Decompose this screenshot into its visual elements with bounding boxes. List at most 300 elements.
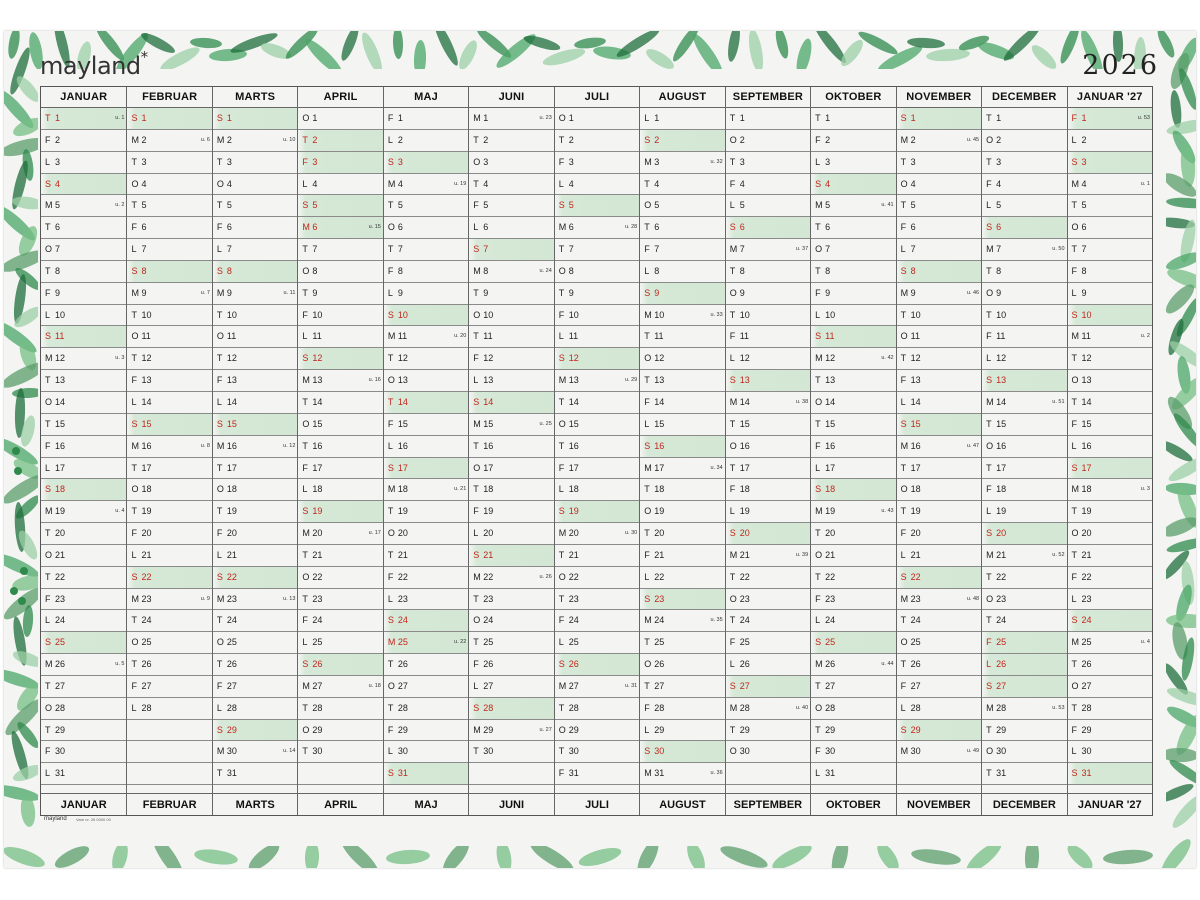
- day-cell[interactable]: [640, 458, 724, 480]
- day-cell[interactable]: [384, 720, 468, 742]
- day-cell[interactable]: [555, 174, 639, 196]
- day-cell[interactable]: [897, 589, 981, 611]
- day-cell[interactable]: [1068, 610, 1152, 632]
- day-cell[interactable]: [982, 589, 1066, 611]
- day-cell[interactable]: [127, 195, 211, 217]
- day-cell[interactable]: [127, 108, 211, 130]
- day-cell[interactable]: [726, 523, 810, 545]
- day-cell[interactable]: [726, 195, 810, 217]
- day-cell[interactable]: [726, 130, 810, 152]
- day-cell[interactable]: [41, 501, 126, 523]
- day-cell[interactable]: [982, 632, 1066, 654]
- day-cell[interactable]: [726, 217, 810, 239]
- day-cell[interactable]: [982, 676, 1066, 698]
- day-cell[interactable]: [982, 523, 1066, 545]
- day-cell[interactable]: [469, 108, 553, 130]
- day-cell[interactable]: [213, 283, 297, 305]
- day-cell[interactable]: [213, 130, 297, 152]
- day-cell[interactable]: [811, 698, 895, 720]
- day-cell[interactable]: [127, 370, 211, 392]
- day-cell[interactable]: [41, 479, 126, 501]
- day-cell[interactable]: [298, 610, 382, 632]
- day-cell[interactable]: [384, 763, 468, 785]
- day-cell[interactable]: [726, 632, 810, 654]
- day-cell[interactable]: [640, 720, 724, 742]
- day-cell[interactable]: [555, 195, 639, 217]
- day-cell[interactable]: [640, 392, 724, 414]
- day-cell[interactable]: [213, 763, 297, 785]
- day-cell[interactable]: [555, 741, 639, 763]
- day-cell[interactable]: [897, 458, 981, 480]
- day-cell[interactable]: [469, 567, 553, 589]
- day-cell[interactable]: [897, 108, 981, 130]
- day-cell[interactable]: [1068, 436, 1152, 458]
- day-cell[interactable]: [1068, 567, 1152, 589]
- day-cell[interactable]: [469, 348, 553, 370]
- day-cell[interactable]: [897, 501, 981, 523]
- day-cell[interactable]: [298, 261, 382, 283]
- day-cell[interactable]: [298, 698, 382, 720]
- day-cell[interactable]: [555, 217, 639, 239]
- day-cell[interactable]: [469, 392, 553, 414]
- day-cell[interactable]: [384, 458, 468, 480]
- day-cell[interactable]: [213, 632, 297, 654]
- day-cell[interactable]: [384, 174, 468, 196]
- day-cell[interactable]: [982, 436, 1066, 458]
- day-cell[interactable]: [555, 392, 639, 414]
- day-cell[interactable]: [982, 392, 1066, 414]
- day-cell[interactable]: [127, 283, 211, 305]
- day-cell[interactable]: [1068, 261, 1152, 283]
- day-cell[interactable]: [726, 545, 810, 567]
- day-cell[interactable]: [1068, 676, 1152, 698]
- day-cell[interactable]: [811, 392, 895, 414]
- day-cell[interactable]: [1068, 348, 1152, 370]
- day-cell[interactable]: [298, 676, 382, 698]
- day-cell[interactable]: [897, 436, 981, 458]
- day-cell[interactable]: [897, 610, 981, 632]
- day-cell[interactable]: [982, 567, 1066, 589]
- day-cell[interactable]: [213, 741, 297, 763]
- day-cell[interactable]: [726, 741, 810, 763]
- day-cell[interactable]: [726, 392, 810, 414]
- day-cell[interactable]: [1068, 589, 1152, 611]
- day-cell[interactable]: [555, 152, 639, 174]
- day-cell[interactable]: [555, 720, 639, 742]
- day-cell[interactable]: [726, 152, 810, 174]
- day-cell[interactable]: [640, 632, 724, 654]
- day-cell[interactable]: [384, 501, 468, 523]
- day-cell[interactable]: [298, 479, 382, 501]
- day-cell[interactable]: [41, 698, 126, 720]
- day-cell[interactable]: [127, 501, 211, 523]
- day-cell[interactable]: [298, 458, 382, 480]
- day-cell[interactable]: [897, 174, 981, 196]
- day-cell[interactable]: [555, 523, 639, 545]
- day-cell[interactable]: [41, 392, 126, 414]
- day-cell[interactable]: [897, 654, 981, 676]
- day-cell[interactable]: [298, 545, 382, 567]
- day-cell[interactable]: [384, 479, 468, 501]
- day-cell[interactable]: [469, 589, 553, 611]
- day-cell[interactable]: [127, 152, 211, 174]
- day-cell[interactable]: [384, 392, 468, 414]
- day-cell[interactable]: [298, 523, 382, 545]
- day-cell[interactable]: [41, 370, 126, 392]
- day-cell[interactable]: [1068, 458, 1152, 480]
- day-cell[interactable]: [127, 174, 211, 196]
- day-cell[interactable]: [897, 348, 981, 370]
- day-cell[interactable]: [384, 654, 468, 676]
- day-cell[interactable]: [213, 436, 297, 458]
- day-cell[interactable]: [897, 130, 981, 152]
- day-cell[interactable]: [897, 283, 981, 305]
- day-cell[interactable]: [811, 261, 895, 283]
- day-cell[interactable]: [469, 152, 553, 174]
- day-cell[interactable]: [555, 436, 639, 458]
- day-cell[interactable]: [640, 305, 724, 327]
- day-cell[interactable]: [1068, 305, 1152, 327]
- day-cell[interactable]: [640, 261, 724, 283]
- day-cell[interactable]: [384, 370, 468, 392]
- day-cell[interactable]: [384, 523, 468, 545]
- day-cell[interactable]: [726, 370, 810, 392]
- day-cell[interactable]: [811, 414, 895, 436]
- day-cell[interactable]: [640, 195, 724, 217]
- day-cell[interactable]: [555, 261, 639, 283]
- day-cell[interactable]: [41, 152, 126, 174]
- day-cell[interactable]: [213, 567, 297, 589]
- day-cell[interactable]: [1068, 392, 1152, 414]
- day-cell[interactable]: [469, 698, 553, 720]
- day-cell[interactable]: [213, 195, 297, 217]
- day-cell[interactable]: [555, 326, 639, 348]
- day-cell[interactable]: [127, 436, 211, 458]
- day-cell[interactable]: [726, 348, 810, 370]
- day-cell[interactable]: [1068, 152, 1152, 174]
- day-cell[interactable]: [1068, 523, 1152, 545]
- day-cell[interactable]: [897, 567, 981, 589]
- day-cell[interactable]: [127, 567, 211, 589]
- day-cell[interactable]: [298, 654, 382, 676]
- day-cell[interactable]: [1068, 698, 1152, 720]
- day-cell[interactable]: [1068, 370, 1152, 392]
- day-cell[interactable]: [1068, 720, 1152, 742]
- day-cell[interactable]: [811, 589, 895, 611]
- day-cell[interactable]: [384, 414, 468, 436]
- day-cell[interactable]: [982, 239, 1066, 261]
- day-cell[interactable]: [555, 698, 639, 720]
- day-cell[interactable]: [555, 763, 639, 785]
- day-cell[interactable]: [384, 348, 468, 370]
- day-cell[interactable]: [41, 632, 126, 654]
- day-cell[interactable]: [640, 108, 724, 130]
- day-cell[interactable]: [555, 545, 639, 567]
- day-cell[interactable]: [41, 130, 126, 152]
- day-cell[interactable]: [897, 305, 981, 327]
- day-cell[interactable]: [469, 676, 553, 698]
- day-cell[interactable]: [41, 239, 126, 261]
- day-cell[interactable]: [555, 676, 639, 698]
- day-cell[interactable]: [811, 174, 895, 196]
- day-cell[interactable]: [726, 589, 810, 611]
- day-cell[interactable]: [469, 174, 553, 196]
- day-cell[interactable]: [213, 108, 297, 130]
- day-cell[interactable]: [1068, 326, 1152, 348]
- day-cell[interactable]: [298, 392, 382, 414]
- day-cell[interactable]: [384, 283, 468, 305]
- day-cell[interactable]: [127, 654, 211, 676]
- day-cell[interactable]: [41, 348, 126, 370]
- day-cell[interactable]: [982, 305, 1066, 327]
- day-cell[interactable]: [897, 523, 981, 545]
- day-cell[interactable]: [127, 392, 211, 414]
- day-cell[interactable]: [298, 741, 382, 763]
- day-cell[interactable]: [640, 501, 724, 523]
- day-cell[interactable]: [1068, 239, 1152, 261]
- day-cell[interactable]: [298, 632, 382, 654]
- day-cell[interactable]: [982, 261, 1066, 283]
- day-cell[interactable]: [640, 589, 724, 611]
- day-cell[interactable]: [127, 217, 211, 239]
- day-cell[interactable]: [298, 348, 382, 370]
- day-cell[interactable]: [384, 567, 468, 589]
- day-cell[interactable]: [811, 239, 895, 261]
- day-cell[interactable]: [555, 239, 639, 261]
- day-cell[interactable]: [640, 217, 724, 239]
- day-cell[interactable]: [127, 305, 211, 327]
- day-cell[interactable]: [1068, 501, 1152, 523]
- day-cell[interactable]: [811, 501, 895, 523]
- day-cell[interactable]: [726, 654, 810, 676]
- day-cell[interactable]: [555, 108, 639, 130]
- day-cell[interactable]: [811, 479, 895, 501]
- day-cell[interactable]: [469, 741, 553, 763]
- day-cell[interactable]: [469, 458, 553, 480]
- day-cell[interactable]: [213, 239, 297, 261]
- day-cell[interactable]: [469, 217, 553, 239]
- day-cell[interactable]: [384, 195, 468, 217]
- day-cell[interactable]: [726, 567, 810, 589]
- day-cell[interactable]: [982, 348, 1066, 370]
- day-cell[interactable]: [811, 676, 895, 698]
- day-cell[interactable]: [897, 414, 981, 436]
- day-cell[interactable]: [41, 458, 126, 480]
- day-cell[interactable]: [726, 720, 810, 742]
- day-cell[interactable]: [555, 479, 639, 501]
- day-cell[interactable]: [811, 654, 895, 676]
- day-cell[interactable]: [726, 698, 810, 720]
- day-cell[interactable]: [298, 174, 382, 196]
- day-cell[interactable]: [41, 720, 126, 742]
- day-cell[interactable]: [811, 741, 895, 763]
- day-cell[interactable]: [1068, 654, 1152, 676]
- day-cell[interactable]: [811, 370, 895, 392]
- day-cell[interactable]: [41, 305, 126, 327]
- day-cell[interactable]: [811, 436, 895, 458]
- day-cell[interactable]: [897, 545, 981, 567]
- day-cell[interactable]: [640, 567, 724, 589]
- day-cell[interactable]: [726, 501, 810, 523]
- day-cell[interactable]: [127, 479, 211, 501]
- day-cell[interactable]: [298, 414, 382, 436]
- day-cell[interactable]: [298, 501, 382, 523]
- day-cell[interactable]: [555, 305, 639, 327]
- day-cell[interactable]: [555, 610, 639, 632]
- day-cell[interactable]: [127, 523, 211, 545]
- day-cell[interactable]: [640, 698, 724, 720]
- day-cell[interactable]: [726, 174, 810, 196]
- day-cell[interactable]: [982, 152, 1066, 174]
- day-cell[interactable]: [41, 174, 126, 196]
- day-cell[interactable]: [640, 174, 724, 196]
- day-cell[interactable]: [726, 610, 810, 632]
- day-cell[interactable]: [640, 152, 724, 174]
- day-cell[interactable]: [213, 261, 297, 283]
- day-cell[interactable]: [726, 676, 810, 698]
- day-cell[interactable]: [469, 610, 553, 632]
- day-cell[interactable]: [298, 567, 382, 589]
- day-cell[interactable]: [640, 741, 724, 763]
- day-cell[interactable]: [41, 741, 126, 763]
- day-cell[interactable]: [298, 239, 382, 261]
- day-cell[interactable]: [469, 261, 553, 283]
- day-cell[interactable]: [127, 610, 211, 632]
- day-cell[interactable]: [213, 326, 297, 348]
- day-cell[interactable]: [811, 567, 895, 589]
- day-cell[interactable]: [640, 348, 724, 370]
- day-cell[interactable]: [897, 632, 981, 654]
- day-cell[interactable]: [384, 698, 468, 720]
- day-cell[interactable]: [897, 479, 981, 501]
- day-cell[interactable]: [213, 370, 297, 392]
- day-cell[interactable]: [897, 261, 981, 283]
- day-cell[interactable]: [298, 305, 382, 327]
- day-cell[interactable]: [384, 676, 468, 698]
- day-cell[interactable]: [41, 654, 126, 676]
- day-cell[interactable]: [555, 370, 639, 392]
- day-cell[interactable]: [726, 414, 810, 436]
- day-cell[interactable]: [384, 741, 468, 763]
- day-cell[interactable]: [897, 392, 981, 414]
- day-cell[interactable]: [897, 720, 981, 742]
- day-cell[interactable]: [469, 283, 553, 305]
- day-cell[interactable]: [811, 108, 895, 130]
- day-cell[interactable]: [982, 217, 1066, 239]
- day-cell[interactable]: [811, 130, 895, 152]
- day-cell[interactable]: [127, 261, 211, 283]
- day-cell[interactable]: [41, 283, 126, 305]
- day-cell[interactable]: [41, 261, 126, 283]
- day-cell[interactable]: [298, 217, 382, 239]
- day-cell[interactable]: [469, 523, 553, 545]
- day-cell[interactable]: [982, 108, 1066, 130]
- day-cell[interactable]: [640, 763, 724, 785]
- day-cell[interactable]: [1068, 632, 1152, 654]
- day-cell[interactable]: [384, 436, 468, 458]
- day-cell[interactable]: [982, 654, 1066, 676]
- day-cell[interactable]: [811, 152, 895, 174]
- day-cell[interactable]: [897, 152, 981, 174]
- day-cell[interactable]: [1068, 130, 1152, 152]
- day-cell[interactable]: [982, 283, 1066, 305]
- day-cell[interactable]: [41, 326, 126, 348]
- day-cell[interactable]: [1068, 283, 1152, 305]
- day-cell[interactable]: [41, 676, 126, 698]
- day-cell[interactable]: [640, 130, 724, 152]
- day-cell[interactable]: [213, 610, 297, 632]
- day-cell[interactable]: [982, 610, 1066, 632]
- day-cell[interactable]: [982, 458, 1066, 480]
- day-cell[interactable]: [640, 326, 724, 348]
- day-cell[interactable]: [1068, 414, 1152, 436]
- day-cell[interactable]: [41, 217, 126, 239]
- day-cell[interactable]: [897, 676, 981, 698]
- day-cell[interactable]: [469, 632, 553, 654]
- day-cell[interactable]: [640, 370, 724, 392]
- day-cell[interactable]: [640, 239, 724, 261]
- day-cell[interactable]: [298, 108, 382, 130]
- day-cell[interactable]: [555, 348, 639, 370]
- day-cell[interactable]: [555, 130, 639, 152]
- day-cell[interactable]: [469, 195, 553, 217]
- day-cell[interactable]: [384, 632, 468, 654]
- day-cell[interactable]: [127, 414, 211, 436]
- day-cell[interactable]: [640, 414, 724, 436]
- day-cell[interactable]: [1068, 195, 1152, 217]
- day-cell[interactable]: [469, 305, 553, 327]
- day-cell[interactable]: [41, 108, 126, 130]
- day-cell[interactable]: [41, 567, 126, 589]
- day-cell[interactable]: [213, 501, 297, 523]
- day-cell[interactable]: [811, 195, 895, 217]
- day-cell[interactable]: [469, 545, 553, 567]
- day-cell[interactable]: [469, 130, 553, 152]
- day-cell[interactable]: [41, 610, 126, 632]
- day-cell[interactable]: [213, 305, 297, 327]
- day-cell[interactable]: [41, 195, 126, 217]
- day-cell[interactable]: [897, 195, 981, 217]
- day-cell[interactable]: [213, 545, 297, 567]
- day-cell[interactable]: [41, 436, 126, 458]
- day-cell[interactable]: [897, 698, 981, 720]
- day-cell[interactable]: [41, 523, 126, 545]
- day-cell[interactable]: [213, 720, 297, 742]
- day-cell[interactable]: [640, 676, 724, 698]
- day-cell[interactable]: [127, 698, 211, 720]
- day-cell[interactable]: [811, 283, 895, 305]
- day-cell[interactable]: [982, 698, 1066, 720]
- day-cell[interactable]: [469, 479, 553, 501]
- day-cell[interactable]: [469, 370, 553, 392]
- day-cell[interactable]: [897, 326, 981, 348]
- day-cell[interactable]: [982, 501, 1066, 523]
- day-cell[interactable]: [811, 348, 895, 370]
- day-cell[interactable]: [811, 763, 895, 785]
- day-cell[interactable]: [640, 610, 724, 632]
- day-cell[interactable]: [982, 370, 1066, 392]
- day-cell[interactable]: [127, 545, 211, 567]
- day-cell[interactable]: [982, 741, 1066, 763]
- day-cell[interactable]: [469, 414, 553, 436]
- day-cell[interactable]: [213, 654, 297, 676]
- day-cell[interactable]: [469, 239, 553, 261]
- day-cell[interactable]: [127, 676, 211, 698]
- day-cell[interactable]: [384, 261, 468, 283]
- day-cell[interactable]: [1068, 479, 1152, 501]
- day-cell[interactable]: [213, 523, 297, 545]
- day-cell[interactable]: [41, 763, 126, 785]
